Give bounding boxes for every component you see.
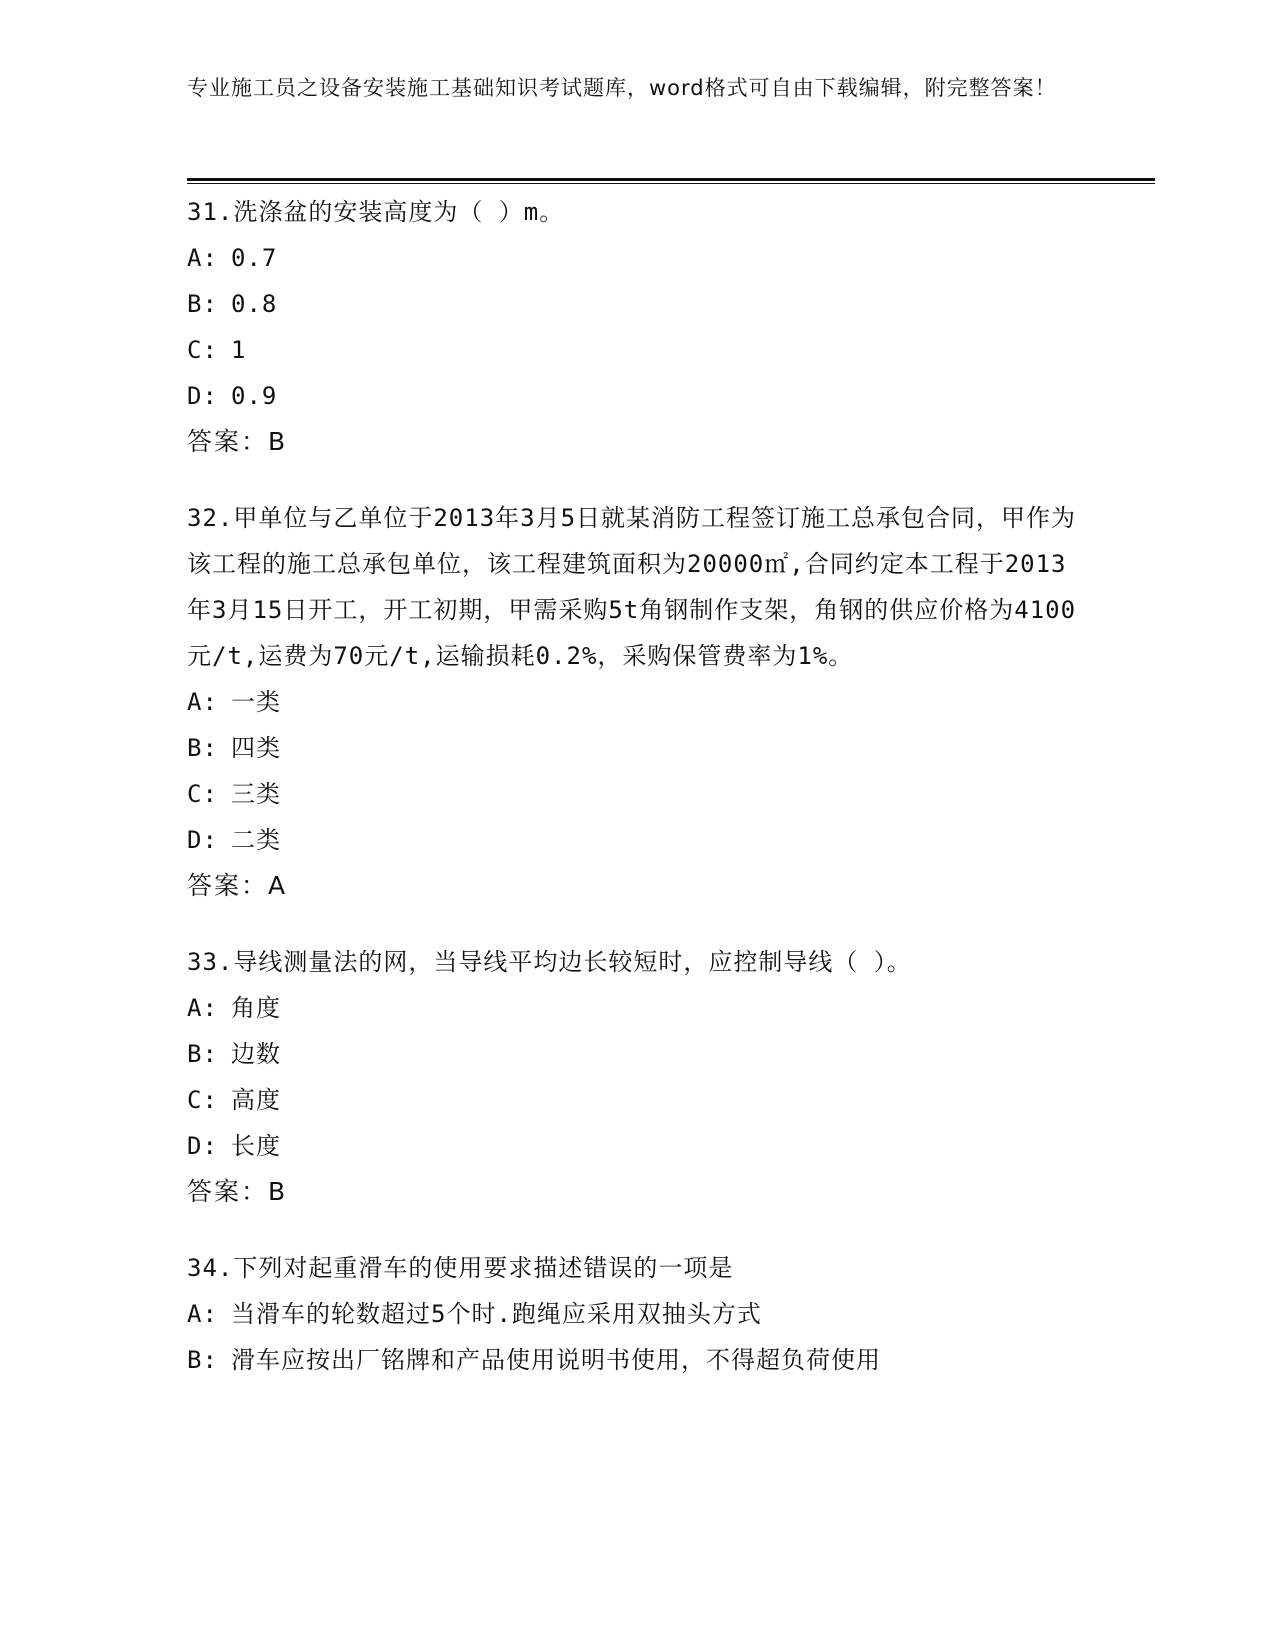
option-text: 四类 xyxy=(231,734,281,762)
option-d xyxy=(187,1123,1087,1169)
document-header: 专业施工员之设备安装施工基础知识考试题库，word格式可自由下载编辑，附完整答案！ xyxy=(187,76,1057,100)
option-text: 三类 xyxy=(231,780,281,808)
option-text: 1 xyxy=(231,336,247,364)
option-d xyxy=(187,817,1087,863)
header-divider-thick xyxy=(187,178,1155,181)
option-text: 边数 xyxy=(231,1040,281,1068)
option-key: A: xyxy=(187,244,218,272)
option-b xyxy=(187,1031,1087,1077)
option-key: A: xyxy=(187,994,218,1022)
option-text: 0.7 xyxy=(231,244,278,272)
option-text: 滑车应按出厂铭牌和产品使用说明书使用，不得超负荷使用 xyxy=(231,1346,881,1374)
option-b xyxy=(187,281,1087,327)
answer-label: 答案：B xyxy=(187,427,288,456)
question-list xyxy=(187,189,1087,1413)
option-text: 角度 xyxy=(231,994,281,1022)
question-32 xyxy=(187,495,1087,909)
option-text: 长度 xyxy=(231,1132,281,1160)
option-key: C: xyxy=(187,1086,218,1114)
option-text: 高度 xyxy=(231,1086,281,1114)
question-31 xyxy=(187,189,1087,465)
option-key: D: xyxy=(187,1132,218,1160)
option-b xyxy=(187,1337,1087,1383)
option-key: B: xyxy=(187,1346,218,1374)
option-a xyxy=(187,985,1087,1031)
option-text: 当滑车的轮数超过5个时.跑绳应采用双抽头方式 xyxy=(231,1300,762,1328)
header-divider-thin xyxy=(187,183,1155,184)
option-c xyxy=(187,771,1087,817)
option-c xyxy=(187,327,1087,373)
option-key: B: xyxy=(187,1040,218,1068)
option-a xyxy=(187,679,1087,725)
option-key: B: xyxy=(187,290,218,318)
option-text: 0.8 xyxy=(231,290,278,318)
option-key: B: xyxy=(187,734,218,762)
option-text: 二类 xyxy=(231,826,281,854)
option-c xyxy=(187,1077,1087,1123)
question-stem: 32.甲单位与乙单位于2013年3月5日就某消防工程签订施工总承包合同，甲作为该工程的施工总承包单位，该工程建筑面积为20000㎡,合同约定本工程于2013年3月15日开工，开工初期，甲需采购5t角钢制作支架，角钢的供应价格为4100元/t,运费为70元/t,运输损耗0.2%，采购保管费率为1%。 xyxy=(187,504,1077,670)
question-34 xyxy=(187,1245,1087,1383)
answer-label: 答案：B xyxy=(187,1177,288,1206)
option-key: C: xyxy=(187,336,218,364)
option-key: D: xyxy=(187,826,218,854)
question-stem: 33.导线测量法的网，当导线平均边长较短时，应控制导线（ ）。 xyxy=(187,948,912,976)
option-text: 一类 xyxy=(231,688,281,716)
question-stem: 31.洗涤盆的安装高度为（ ）m。 xyxy=(187,198,565,226)
answer-label: 答案：A xyxy=(187,871,288,900)
option-a xyxy=(187,1291,1087,1337)
option-key: D: xyxy=(187,382,218,410)
option-b xyxy=(187,725,1087,771)
option-key: A: xyxy=(187,688,218,716)
question-33 xyxy=(187,939,1087,1215)
option-text: 0.9 xyxy=(231,382,278,410)
option-a xyxy=(187,235,1087,281)
option-key: C: xyxy=(187,780,218,808)
option-key: A: xyxy=(187,1300,218,1328)
question-stem: 34.下列对起重滑车的使用要求描述错误的一项是 xyxy=(187,1254,734,1282)
option-d xyxy=(187,373,1087,419)
